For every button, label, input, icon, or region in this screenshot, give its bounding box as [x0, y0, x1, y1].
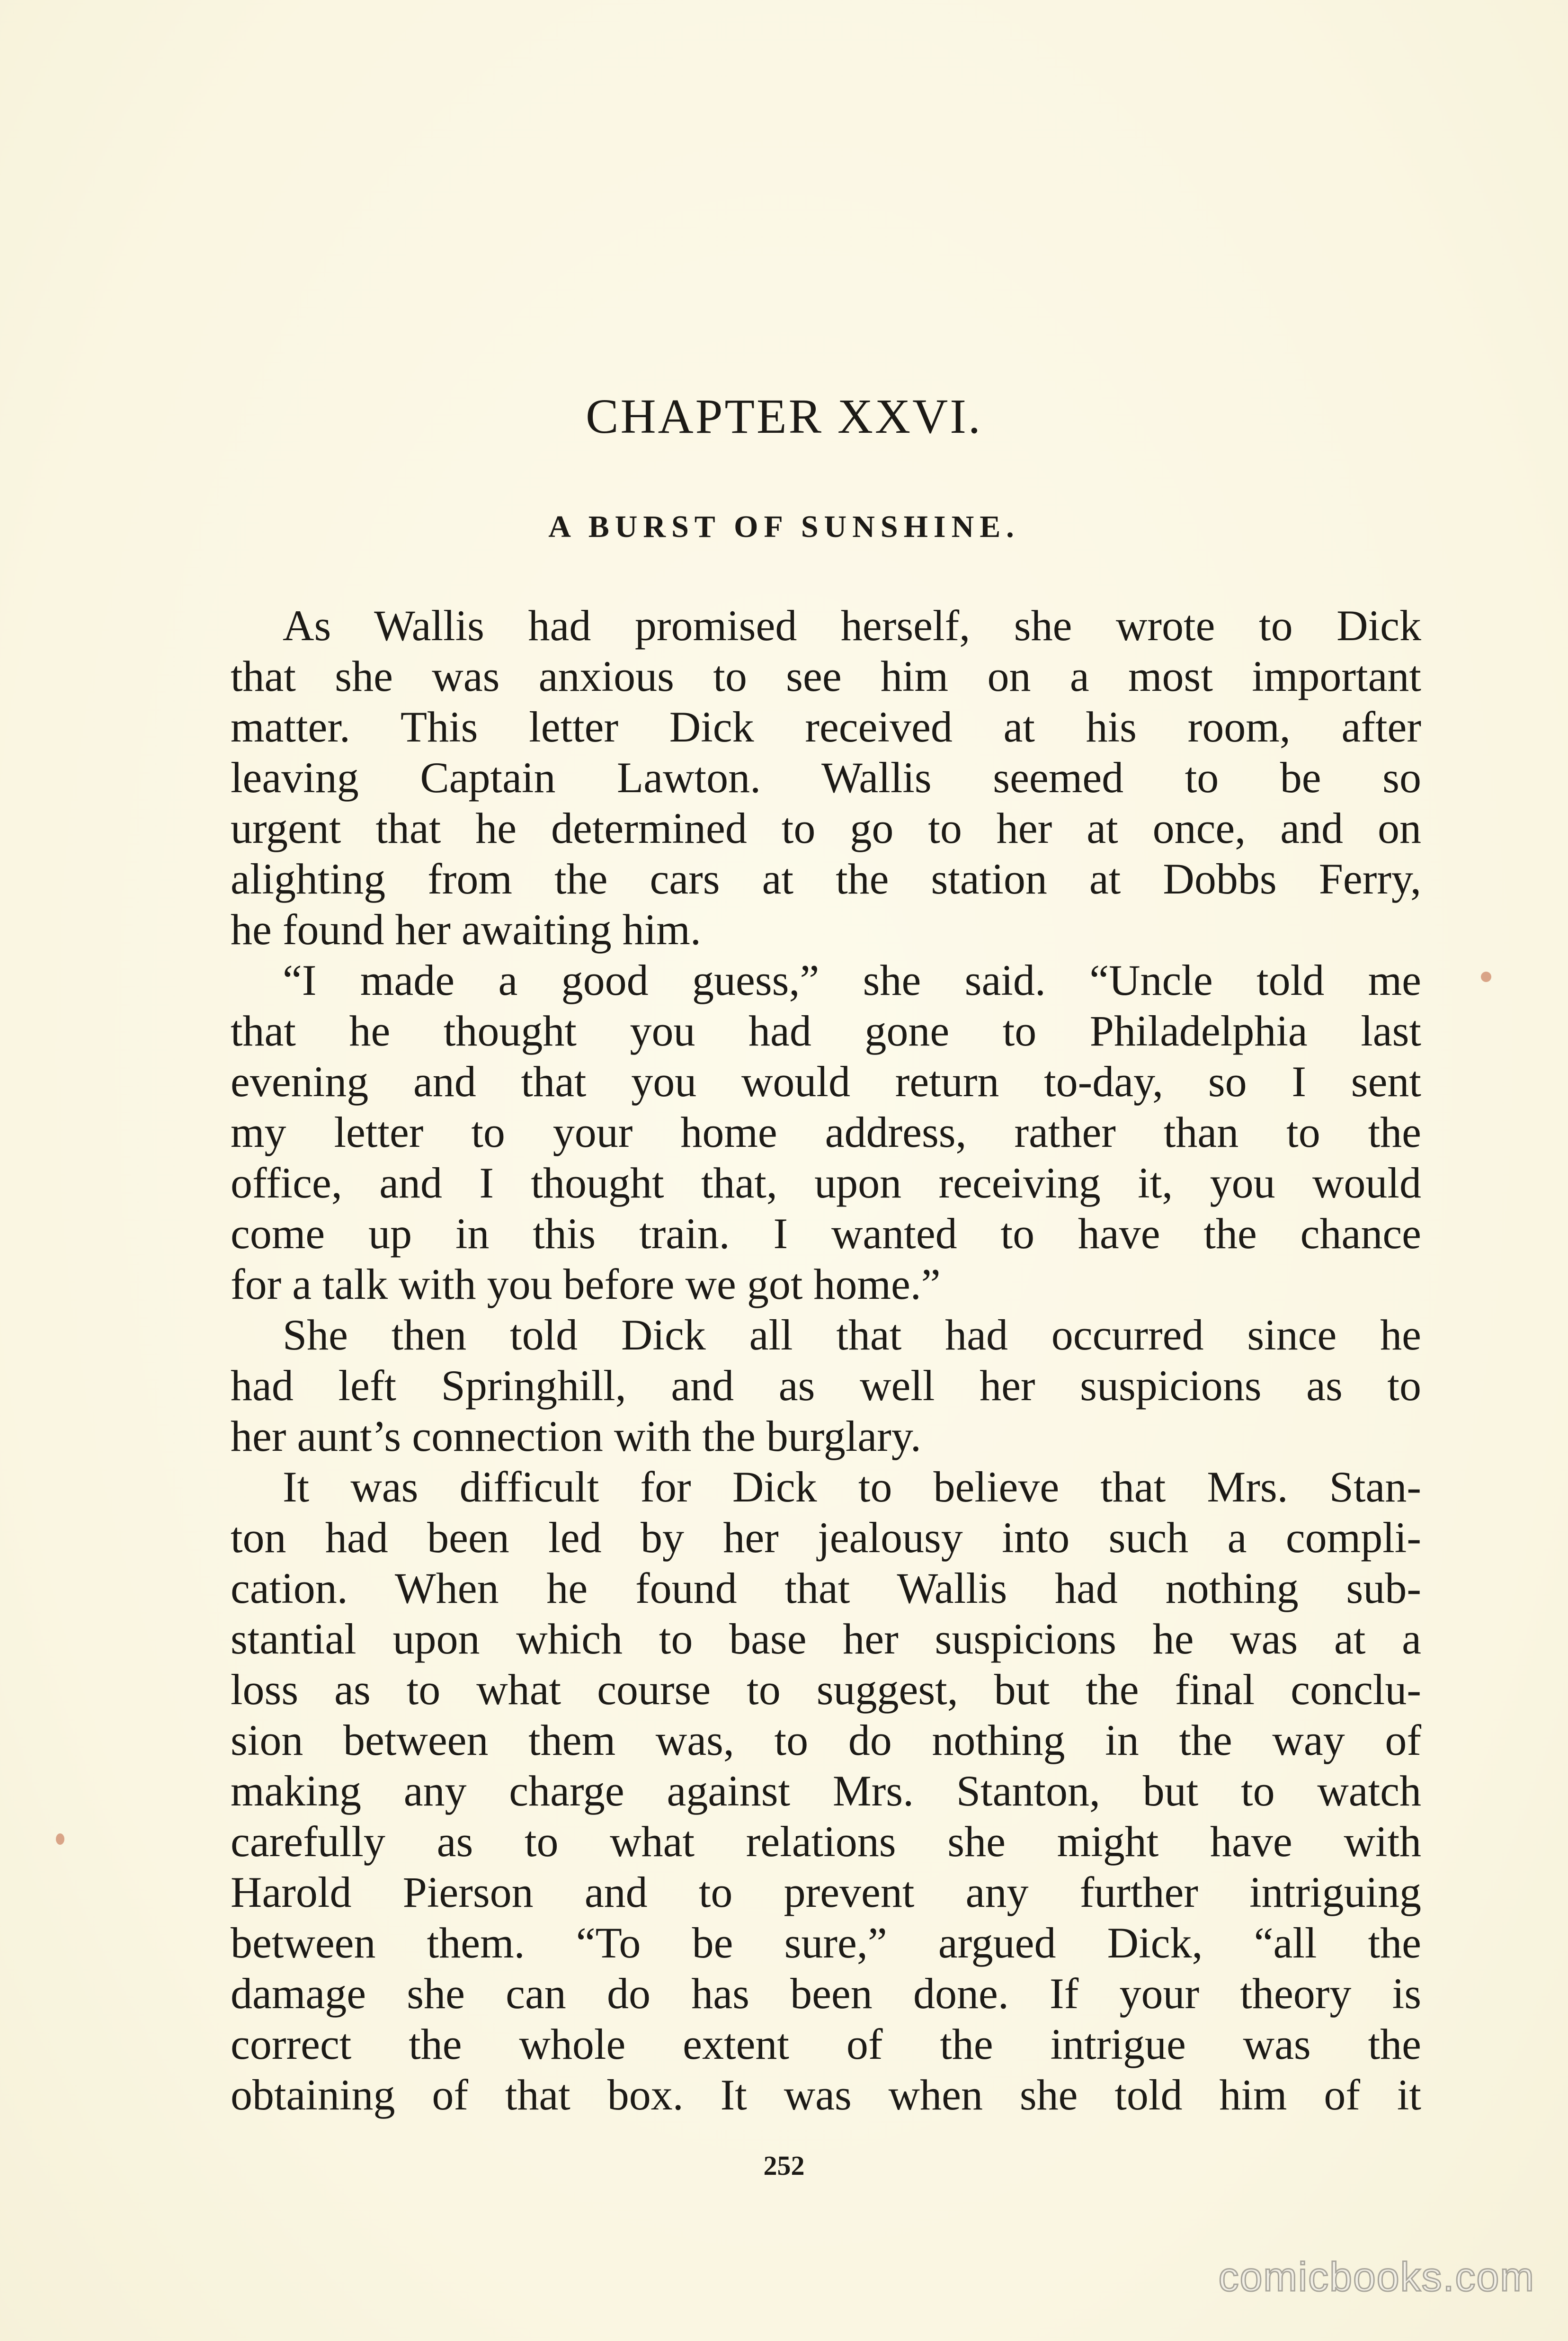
text-line: between them. “To be sure,” argued Dick, “all the	[231, 1919, 1421, 1967]
text-line: her aunt’s connection with the burglary.	[231, 1412, 921, 1460]
paper-speck	[1481, 972, 1491, 982]
text-line: come up in this train. I wanted to have the chance	[231, 1209, 1421, 1258]
text-line: office, and I thought that, upon receiving it, you would	[231, 1159, 1421, 1207]
text-line: matter. This letter Dick received at his room, after	[231, 703, 1421, 751]
text-line: correct the whole extent of the intrigue was the	[231, 2020, 1421, 2068]
text-line: that she was anxious to see him on a most important	[231, 652, 1421, 700]
text-line: he found her awaiting him.	[231, 905, 701, 954]
body-text	[231, 600, 1421, 2120]
text-line: leaving Captain Lawton. Wallis seemed to be so	[231, 753, 1421, 802]
chapter-title: CHAPTER XXVI.	[586, 389, 982, 444]
text-line: stantial upon which to base her suspicions he was at a	[231, 1615, 1421, 1663]
text-line: had left Springhill, and as well her suspicions as to	[231, 1361, 1421, 1410]
text-line: cation. When he found that Wallis had nothing sub-	[231, 1564, 1421, 1612]
text-line: evening and that you would return to-day, so I sent	[231, 1057, 1421, 1106]
text-line: loss as to what course to suggest, but the final conclu-	[231, 1665, 1421, 1714]
text-line: making any charge against Mrs. Stanton, but to watch	[231, 1767, 1421, 1815]
text-line: Harold Pierson and to prevent any further intriguing	[231, 1868, 1421, 1916]
text-line: As Wallis had promised herself, she wrote to Dick	[283, 601, 1421, 650]
text-line: It was difficult for Dick to believe that Mrs. Stan-	[283, 1463, 1421, 1511]
text-line: damage she can do has been done. If your theory is	[231, 1969, 1421, 2018]
text-line: obtaining of that box. It was when she told him of it	[231, 2071, 1421, 2119]
text-line: She then told Dick all that had occurred since he	[283, 1311, 1421, 1359]
text-line: that he thought you had gone to Philadelphia last	[231, 1007, 1421, 1055]
text-line: ton had been led by her jealousy into such a compli-	[231, 1513, 1421, 1562]
watermark: comicbooks.com	[1218, 2254, 1535, 2300]
text-line: urgent that he determined to go to her at once, and on	[231, 804, 1421, 852]
page-number: 252	[763, 2150, 805, 2181]
text-line: sion between them was, to do nothing in the way of	[231, 1716, 1421, 1764]
paper-speck	[56, 1833, 64, 1845]
text-line: alighting from the cars at the station at Dobbs Ferry,	[231, 855, 1421, 903]
text-line: for a talk with you before we got home.”	[231, 1260, 941, 1308]
text-line: carefully as to what relations she might have with	[231, 1817, 1421, 1866]
text-line: “I made a good guess,” she said. “Uncle told me	[283, 956, 1421, 1004]
text-line: my letter to your home address, rather than to the	[231, 1108, 1421, 1156]
chapter-subtitle: A BURST OF SUNSHINE.	[548, 509, 1020, 544]
